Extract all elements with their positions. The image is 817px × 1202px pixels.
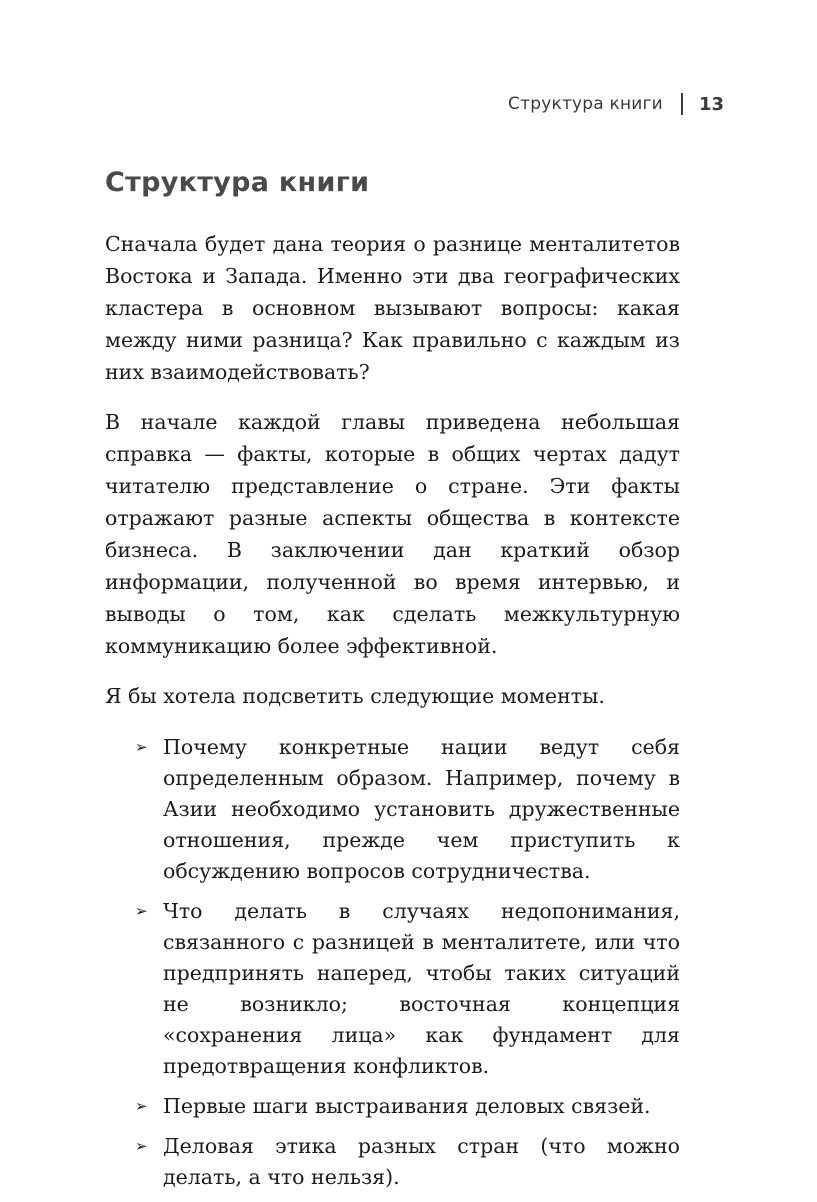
list-item-text: Деловая этика разных стран (что можно делать, а что нельзя). [163,1134,680,1189]
highlights-list [105,732,680,1193]
running-head-divider [681,93,683,115]
paragraph-chapter-structure: В начале каждой главы приведена небольшая справка — факты, которые в общих чертах дадут читателю представление о стране. Эти факты отражают разные аспекты общества в контексте бизнеса. В заключении дан краткий обзор информации, полученной во время интервью, и выводы о том, как сделать межкультурную коммуникацию более эффективной. [105,410,680,658]
arrowhead-bullet-icon: ➢ [135,1097,148,1115]
list-item [105,1131,680,1193]
paragraph-highlights-intro: Я бы хотела подсветить следующие моменты. [105,684,605,708]
list-item [105,896,680,1082]
paragraph-theory: Сначала будет дана теория о разнице менталитетов Востока и Запада. Именно эти два географических кластера в основном вызывают вопросы: какая между ними разница? Как правильно с каждым из них взаимодействовать? [105,232,680,384]
page-content [105,167,680,1202]
arrowhead-bullet-icon: ➢ [135,1137,148,1155]
list-item-text: Первые шаги выстраивания деловых связей. [163,1094,651,1118]
list-item-text: Почему конкретные нации ведут себя определенным образом. Например, почему в Азии необходимо установить дружественные отношения, прежде чем приступить к обсуждению вопросов сотрудничества. [163,735,680,883]
arrowhead-bullet-icon: ➢ [135,902,148,920]
list-item [105,1091,680,1122]
arrowhead-bullet-icon: ➢ [135,738,148,756]
list-item-text: Что делать в случаях недопонимания, связанного с разницей в менталитете, или что предпринять наперед, чтобы таких ситуаций не возникло; восточная концепция «сохранения лица» как фундамент для предотвращения конфликтов. [163,899,680,1078]
running-head [508,93,724,115]
list-item [105,732,680,887]
page-number: 13 [698,93,724,115]
running-head-title: Структура книги [508,94,663,114]
section-title: Структура книги [105,167,370,198]
